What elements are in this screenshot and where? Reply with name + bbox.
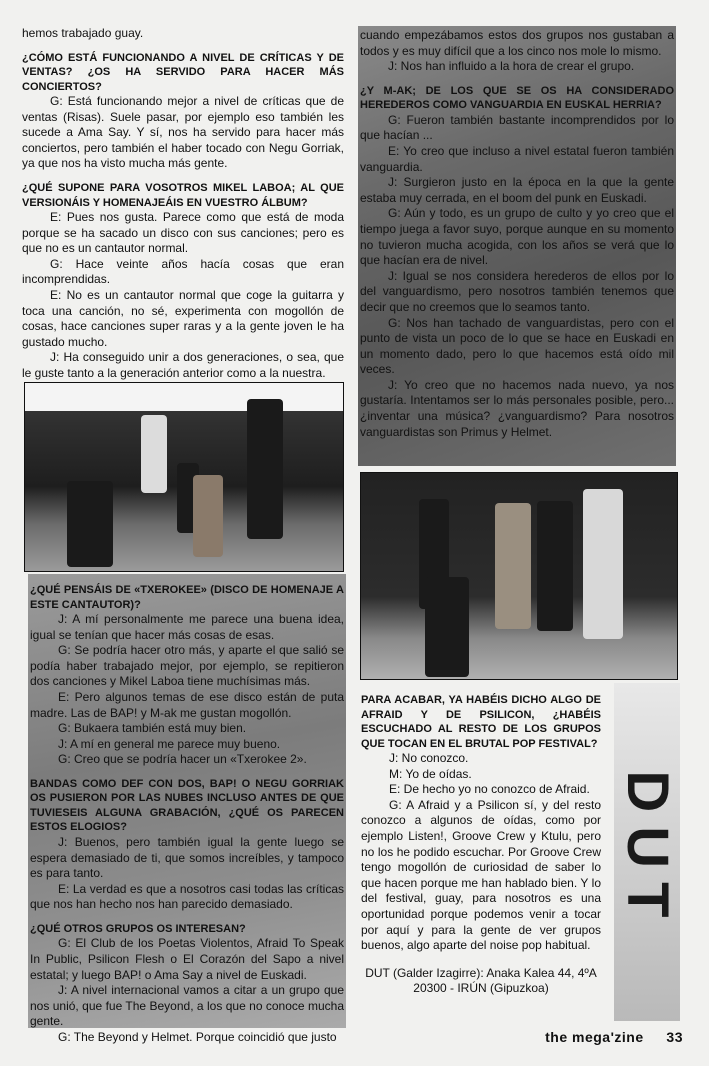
answer-paragraph: J: Buenos, pero también igual la gente luego se espera demasiado de ti, que somos increíbles, y tampoco es para tanto. <box>30 834 344 881</box>
question-heading: BANDAS COMO DEF CON DOS, BAP! O NEGU GORRIAK OS PUSIERON POR LAS NUBES INCLUSO ANTES DE QUE TUVIESEIS ALGUNA GRABACIÓN, ¿QUÉ OS PARECEN ESTOS ELOGIOS? <box>30 777 344 834</box>
magazine-name: the mega'zine <box>545 1029 644 1045</box>
contact-line-2: 20300 - IRÚN (Gipuzkoa) <box>413 981 549 996</box>
question-heading: ¿QUÉ PENSÁIS DE «TXEROKEE» (DISCO DE HOMENAJE A ESTE CANTAUTOR)? <box>30 584 344 611</box>
article-body <box>22 26 344 382</box>
answer-paragraph: E: De hecho yo no conozco de Afraid. <box>389 782 590 797</box>
answer-paragraph: J: Igual se nos considera herederos de ellos por lo del vanguardismo, pero nosotros también tenemos que decir que no creemos que lo seamos tanto. <box>360 268 674 314</box>
answer-paragraph: J: Yo creo que no hacemos nada nuevo, ya nos gustaría. Intentamos ser lo más personales posible, pero... ¿inventar una música? ¿vanguardismo? Para nosotros vanguardistas son Primus y Helmet. <box>360 377 674 439</box>
article-body <box>28 583 346 1046</box>
answer-paragraph: M: Yo de oídas. <box>389 766 472 781</box>
answer-paragraph: G: El Club de los Poetas Violentos, Afraid To Speak In Public, Psilicon Flesh o El Corazón del Sapo a nivel estatal; y luego BAP! o Ama Say a nivel de Euskadi. <box>30 936 344 982</box>
answer-paragraph: J: A mí en general me parece muy bueno. <box>58 736 281 751</box>
column-right-top <box>358 26 676 466</box>
answer-paragraph: G: Se podría hacer otro más, y aparte el que salió se podía haber trabajado mejor, por ejemplo, se repitieron dos canciones y Mikel Laboa tiene muchísimas más. <box>30 643 344 689</box>
contact-address <box>361 966 601 997</box>
answer-paragraph: G: Hace veinte años hacía cosas que eran incomprendidas. <box>22 256 344 287</box>
answer-paragraph: J: Nos han influido a la hora de crear el grupo. <box>388 59 635 74</box>
question-heading: ¿CÓMO ESTÁ FUNCIONANDO A NIVEL DE CRÍTICAS Y DE VENTAS? ¿OS HA SERVIDO PARA HACER MÁS CONCIERTOS? <box>22 51 344 93</box>
column-left-bottom <box>28 574 346 1044</box>
answer-paragraph: E: Pues nos gusta. Parece como que está de moda porque se ha sacado un disco con sus canciones; pero es que no es un cantautor normal. <box>22 210 344 256</box>
answer-paragraph: G: Creo que se podría hacer un «Txerokee 2». <box>58 752 307 767</box>
answer-paragraph: G: Aún y todo, es un grupo de culto y yo creo que el tiempo juega a favor suyo, porque aunque en su momento no tuvieron mucha acogida, con los años se verá que lo que hacían era de nivel. <box>360 206 674 268</box>
dut-logo-panel <box>614 683 680 1021</box>
answer-paragraph: E: Pero algunos temas de ese disco están de puta madre. Las de BAP! y M-ak me gustan mogollón. <box>30 689 344 720</box>
answer-paragraph: G: Está funcionando mejor a nivel de críticas que de ventas (Risas). Suele pasar, por ejemplo eso también les sucede a Ama Say. Y sí, nos ha servido para hacer más conciertos, pero también el haber tocado con Negu Gorriak, ya que nos ha visto mucha más gente. <box>22 94 344 171</box>
question-heading: ¿Y M-AK; DE LOS QUE SE OS HA CONSIDERADO HEREDEROS COMO VANGUARDIA EN EUSKAL HERRIA? <box>360 84 674 112</box>
answer-paragraph: J: A nivel internacional vamos a citar a un grupo que nos unió, que fue The Beyond, a los que no conoce mucha gente. <box>30 983 344 1029</box>
column-right-bottom <box>361 684 601 997</box>
question-heading: ¿QUÉ OTROS GRUPOS OS INTERESAN? <box>30 922 246 935</box>
answer-paragraph: J: A mí personalmente me parece una buena idea, igual se tenían que hacer más cosas de esas. <box>30 612 344 642</box>
answer-paragraph: J: No conozco. <box>389 751 469 765</box>
contact-line-1: DUT (Galder Izagirre): Anaka Kalea 44, 4ºA <box>365 965 597 980</box>
page-number: 33 <box>666 1029 683 1045</box>
question-heading: PARA ACABAR, YA HABÉIS DICHO ALGO DE AFRAID Y DE PSILICON, ¿HABÉIS ESCUCHADO AL RESTO DE LOS GRUPOS QUE TOCAN EN EL BRUTAL POP FESTIVAL? <box>361 694 601 750</box>
answer-paragraph: E: La verdad es que a nosotros casi todas las críticas que nos han hecho nos han parecido demasiado. <box>30 881 344 912</box>
answer-paragraph: G: Bukaera también está muy bien. <box>58 721 247 736</box>
question-heading: ¿QUÉ SUPONE PARA VOSOTROS MIKEL LABOA; AL QUE VERSIONÁIS Y HOMENAJEÁIS EN VUESTRO ÁLBUM? <box>22 182 344 209</box>
article-body <box>361 693 601 954</box>
column-left-top <box>22 26 344 382</box>
answer-paragraph: G: Nos han tachado de vanguardistas, pero con el punto de vista un poco de lo que se hace en Euskadi en un momento dado, pero lo que hacemos está oído mil veces. <box>360 315 674 377</box>
answer-paragraph: G: A Afraid y a Psilicon sí, y del resto conozco a algunos de oídas, como por ejemplo Listen!, Groove Crew y Ktulu, pero no los he podido escuchar. Por Groove Crew tengo mogollón de curiosidad de saber lo que hacen porque me han hablado bien. Y lo del festival, guay, para nosotros es una oportunidad porque podemos venir a tocar por aquí y para la gente de ver grupos buenos, algo aparte del noise pop habitual. <box>361 797 601 953</box>
answer-paragraph: hemos trabajado guay. <box>22 26 144 40</box>
answer-paragraph: cuando empezábamos estos dos grupos nos gustaban a todos y es muy difícil que a los cinco nos mole lo mismo. <box>360 28 674 58</box>
answer-paragraph: J: Ha conseguido unir a dos generaciones, o sea, que le guste tanto a la generación anterior como a la nuestra. <box>22 350 344 380</box>
dut-logo: DUT <box>615 770 680 932</box>
answer-paragraph: E: Yo creo que incluso a nivel estatal fueron también vanguardia. <box>360 143 674 174</box>
band-photo-right <box>360 472 678 680</box>
answer-paragraph: G: Fueron también bastante incomprendidos por lo que hacían ... <box>360 112 674 143</box>
page-footer <box>545 1029 683 1045</box>
answer-paragraph: E: No es un cantautor normal que coge la guitarra y toca una canción, no sé, experimenta con mogollón de cosas, hace canciones super raras y a la gente joven le ha gustado mucho. <box>22 288 344 349</box>
band-photo-left <box>24 382 344 572</box>
article-body <box>358 26 676 440</box>
answer-paragraph: J: Surgieron justo en la época en la que la gente estaba muy cerrada, en el boom del punk en Euskadi. <box>360 175 674 205</box>
answer-paragraph: G: The Beyond y Helmet. Porque coincidió que justo <box>58 1029 337 1044</box>
